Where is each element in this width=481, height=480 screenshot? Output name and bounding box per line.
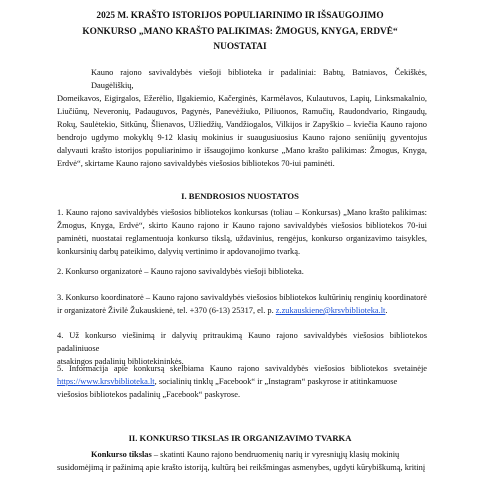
item-line: 4. Už konkurso viešinimą ir dalyvių pritraukimą Kauno rajono savivaldybės viešosios bibliotekos padaliniuose: [57, 331, 427, 353]
intro-line: dalyvauti krašto istorijos populiarinimo ir išsaugojimo konkurse „Mano krašto palikimas: Žmogus, Knyga,: [57, 146, 427, 155]
section-1-item-5: [57, 362, 427, 401]
intro-line: Rokų, Saulėtekio, Sitkūnų, Šlienavos, Užliedžių, Vandžiogalos, Vilkijos ir Zapyškio – kviečia Kauno rajono: [57, 120, 427, 129]
section-1-heading: I. BENDROSIOS NUOSTATOS: [181, 191, 299, 201]
section-1-item-1: [57, 206, 427, 258]
item-line: [57, 375, 427, 388]
item-line: konkursinių darbų pateikimo, dalyvių vertinimo ir apdovanojimo tvarką.: [57, 247, 301, 256]
item-line: paminėti, nuostatai reglamentuoja konkurso tikslą, uždavinius, rengėjus, konkurso organizavimo taisykles,: [57, 234, 427, 243]
item-line: viešosios bibliotekos padalinių „Facebook“ paskyrose.: [57, 390, 241, 399]
item-text: ir organizatorė Živilė Žukauskienė, tel. +370 (6-13) 25317, el. p.: [57, 306, 276, 315]
title-line-3: NUOSTATAI: [213, 42, 267, 52]
item-line: 3. Konkurso koordinatorė – Kauno rajono savivaldybės viešosios bibliotekos kultūrinių renginių koordinatorė: [57, 293, 427, 302]
title-line-2: KONKURSO „MANO KRAŠTO PALIKIMAS: ŽMOGUS, KNYGA, ERDVĖ“: [82, 26, 398, 37]
goal-label: Konkurso tikslas: [91, 450, 152, 459]
intro-paragraph: [57, 66, 427, 170]
goal-line: susidomėjimą ir pažinimą apie krašto istoriją, kultūrą bei reikšmingas asmenybes, ugdyti kūrybiškumą, kritinį: [57, 463, 426, 472]
item-line: Žmogus, Knyga, Erdvė“, skirto Kauno rajono ir Kauno rajono savivaldybės viešosios bibliotekos 70-iui: [57, 221, 427, 230]
item-text: , socialinių tinklų „Facebook“ ir „Instagram“ paskyrose ir atitinkamuose: [154, 377, 398, 386]
intro-line: Erdvė“, skirtame Kauno rajono savivaldybės viešosios bibliotekos 70-iui paminėti.: [57, 159, 335, 168]
item-line: 2. Konkurso organizatorė – Kauno rajono savivaldybės viešoji biblioteka.: [57, 267, 304, 276]
item-line: [57, 304, 427, 317]
item-line: 5. Informacija apie konkursą skelbiama Kauno rajono savivaldybės viešosios bibliotekos svetainėje: [57, 364, 427, 373]
section-1-item-2: [57, 265, 427, 278]
goal-line: [57, 448, 427, 461]
section-2-goal: [57, 448, 427, 474]
section-2-heading: II. KONKURSO TIKSLAS IR ORGANIZAVIMO TVARKA: [128, 433, 352, 443]
intro-line: Liučiūnų, Neveronių, Padauguvos, Pagynės, Panevėžiuko, Piliuonos, Ramučių, Raudondvario, Ringaudų,: [57, 107, 427, 116]
section-1-item-3: [57, 291, 427, 317]
email-link[interactable]: z.zukauskiene@krsvbiblioteka.lt: [275, 306, 386, 315]
item-line: atsakingos padalinių bibliotekininkės.: [57, 357, 184, 366]
intro-line: bendrojo ugdymo mokyklų 9-12 klasių mokinius ir suaugusiuosius Kauno rajono seniūnijų gyventojus: [57, 133, 427, 142]
intro-line: Kauno rajono savivaldybės viešoji biblioteka ir padaliniai: Babtų, Batniavos, Čekiškės, Daugėliškių,: [91, 68, 427, 90]
item-line: 1. Kauno rajono savivaldybės viešosios bibliotekos konkursas (toliau – Konkursas) „Mano krašto palikimas:: [57, 208, 427, 217]
document-title: [40, 9, 440, 56]
intro-line: Domeikavos, Eigirgalos, Ežerėlio, Ilgakiemio, Kačerginės, Karmėlavos, Kulautuvos, Lapių, Linksmakalnio,: [57, 94, 427, 103]
website-link[interactable]: https://www.krsvbiblioteka.lt: [57, 377, 155, 386]
title-line-1: 2025 M. KRAŠTO ISTORIJOS POPULIARINIMO IR IŠSAUGOJIMO: [96, 11, 384, 21]
item-text: .: [385, 306, 388, 315]
goal-text: – skatinti Kauno rajono bendruomenių narių ir vyresniųjų klasių mokinių: [151, 450, 400, 459]
